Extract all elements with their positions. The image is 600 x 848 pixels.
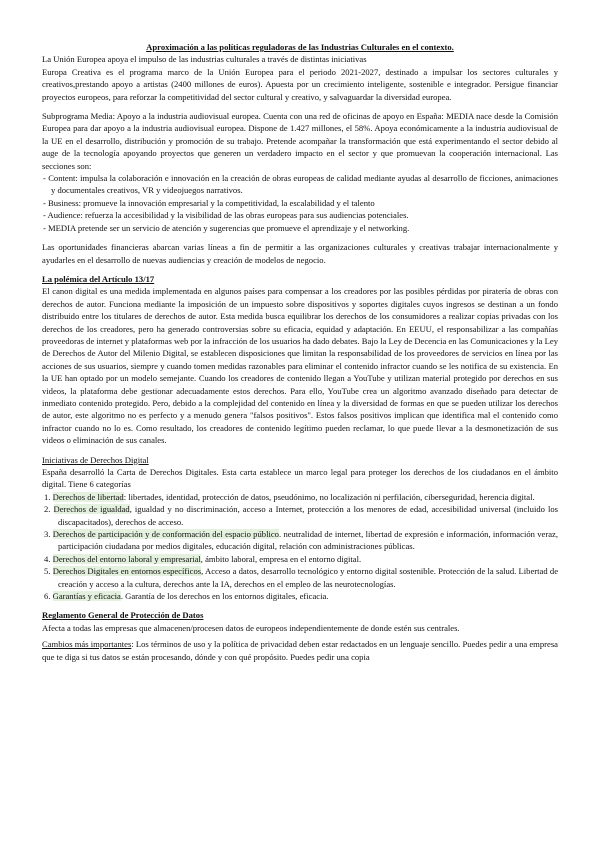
- list-item: - Audience: refuerza la accesibilidad y la visibilidad de las obras europeas para sus audiencias potenciales.: [43, 210, 409, 221]
- category-term: Garantías y eficacia: [52, 591, 121, 602]
- list-item: - Business: promueve la innovación empresarial y la competitividad, la escalabilidad y el talento: [43, 197, 375, 208]
- article13-heading: La polémica del Artículo 13/17: [42, 273, 155, 284]
- digital-rights-categories: [42, 491, 558, 603]
- article13-paragraph: El canon digital es una medida implementada en algunos países para compensar a los creadores por las posibles pérdidas por piratería de obras con derechos de autor. Funciona mediante la imposición de un impuesto sobre dispositivos y soportes digitales cuyos ingresos se destinan a un fondo distribuido entre los titulares de derechos de autor. Esta medida busca equilibrar los derechos de los consumidores a realizar copias privadas con los derechos de los creadores, pero ha generado controversias sobre su eficacia, equidad y adaptación. En EEUU, el responsabilizar a las compañías proveedoras de internet y plataformas web por la infracción de los usuarios ha dado debates. Bajo la Ley de Decencia en las Comunicaciones y la Ley de Derechos de Autor del Milenio Digital, se establecen disposiciones que limitan la responsabilidad de los proveedores de servicios en línea por las acciones de sus usuarios, siempre y cuando tomen medidas razonables para eliminar el contenido infractor cuando se les notifica de su existencia. En la UE han optado por un modelo semejante. Cuando los creadores de contenido llegan a YouTube y utilizan material protegido por derechos en sus videos, la plataforma debe gestionar adecuadamente estos derechos. Para ello, YouTube crea un algoritmo avanzado diseñado para detectar de inmediato contenido protegido. Pero, debido a la complejidad del contenido en línea y la diversidad de formas en que se pueden utilizar los derechos de autor, este algoritmo no es perfecto y a menudo genera "falsos positivos". Estos falsos positivos implican que identifica mal el contenido como infractor cuando no lo es. Como resultado, los creadores de contenido legítimo pueden reclamar, lo que puede llevar a la desmonetización de sus videos o eliminación de sus canales.: [42, 286, 558, 446]
- europa-creativa-paragraph: Europa Creativa es el programa marco de la Unión Europea para el periodo 2021-2027, destinado a impulsar los sectores culturales y creativos,prestando apoyo a artistas (2400 millones de euros). Apuesta por un crecimiento inteligente, sostenible e integrador. Persigue financiar proyectos europeos, para reforzar la competitividad del sector cultural y creativo, y salvaguardar la diversidad europea.: [42, 66, 558, 102]
- list-item: - Content: impulsa la colaboración e innovación en la creación de obras europeas de calidad mediante ayudas al desarrollo de ficciones, animaciones y documentales creativos, VR y videojuegos narrativos.: [43, 173, 558, 196]
- category-term: Derechos de libertad: [52, 491, 124, 502]
- digital-rights-heading: Iniciativas de Derechos Digital: [42, 454, 149, 465]
- list-item: 4. Derechos del entorno laboral y empresarial, ámbito laboral, empresa en el entorno digital.: [44, 553, 362, 564]
- list-item: 2. Derechos de igualdad, igualdad y no discriminación, acceso a Internet, protección a los menores de edad, accesibilidad universal (incluido los discapacitados), derechos de acceso.: [44, 504, 558, 527]
- list-item: 6. Garantías y eficacia. Garantía de los derechos en los entornos digitales, eficacia.: [44, 591, 329, 602]
- gdpr-changes-paragraph: Cambios más importantes: Los términos de uso y la política de privacidad deben estar redactados en un lenguaje sencillo. Puedes pedir a una empresa que te diga si tus datos se están procesando, dónde y con qué propósito. Puedes pedir una copia: [42, 639, 558, 662]
- list-item: 1. Derechos de libertad: libertades, identidad, protección de datos, pseudónimo, no localización ni perfilación, ciberseguridad, herencia digital.: [44, 491, 535, 502]
- gdpr-changes-label: Cambios más importantes: [42, 639, 132, 650]
- category-term: Derechos de igualdad: [53, 504, 130, 515]
- intro-line: La Unión Europea apoya el impulso de las industrias culturales a través de distintas iniciativas: [42, 54, 367, 65]
- document-title: Aproximación a las políticas reguladoras de las Industrias Culturales en el contexto.: [146, 42, 454, 52]
- gdpr-heading: Reglamento General de Protección de Datos: [42, 610, 204, 621]
- category-term: Derechos de participación y de conformación del espacio público: [52, 529, 279, 540]
- list-item: - MEDIA pretende ser un servicio de atención y sugerencias que promueve el aprendizaje y el networking.: [43, 222, 410, 233]
- media-sections-list: [42, 172, 558, 234]
- list-item: 3. Derechos de participación y de conformación del espacio público. neutralidad de internet, libertad de expresión e información, información veraz, participación ciudadana por medios digitales, educación digital, relación con administraciones públicas.: [44, 529, 558, 552]
- list-item: 5. Derechos Digitales en entornos específicos, Acceso a datos, desarrollo tecnológico y entorno digital sostenible. Protección de la salud. Libertad de creación y acceso a la cultura, derechos ante la IA, derechos en el empleo de las neurotecnologías.: [44, 566, 559, 589]
- digital-rights-paragraph: España desarrolló la Carta de Derechos Digitales. Esta carta establece un marco legal para proteger los derechos de los ciudadanos en el ámbito digital. Tiene 6 categorías: [42, 467, 558, 490]
- media-paragraph: Subprograma Media: Apoyo a la industria audiovisual europea. Cuenta con una red de oficinas de apoyo en España: MEDIA nace desde la Comisión Europea para dar apoyo a la industria audiovisual europea. Dispone de 1.427 millones, el 58%. Apoya económicamente a la industria audiovisual de la UE en el desarrollo, distribución y promoción de su trabajo. Pretende acompañar la transformación que está experimentando el sector debido al auge de la tecnología apoyando proyectos que generen un verdadero impacto en el sector y que promuevan la cooperación internacional. Las secciones son:: [42, 111, 558, 171]
- gdpr-scope-line: Afecta a todas las empresas que almacenen/procesen datos de europeos independientemente de donde estén sus centrales.: [42, 622, 460, 633]
- category-term: Derechos del entorno laboral y empresarial: [52, 553, 201, 564]
- financial-opportunities-paragraph: Las oportunidades financieras abarcan varias líneas a fin de permitir a las organizaciones culturales y creativas trabajar internacionalmente y ayudarles en el desarrollo de nuevas audiencias y creación de modelos de negocio.: [42, 242, 558, 265]
- category-term: Derechos Digitales en entornos específicos: [52, 566, 202, 577]
